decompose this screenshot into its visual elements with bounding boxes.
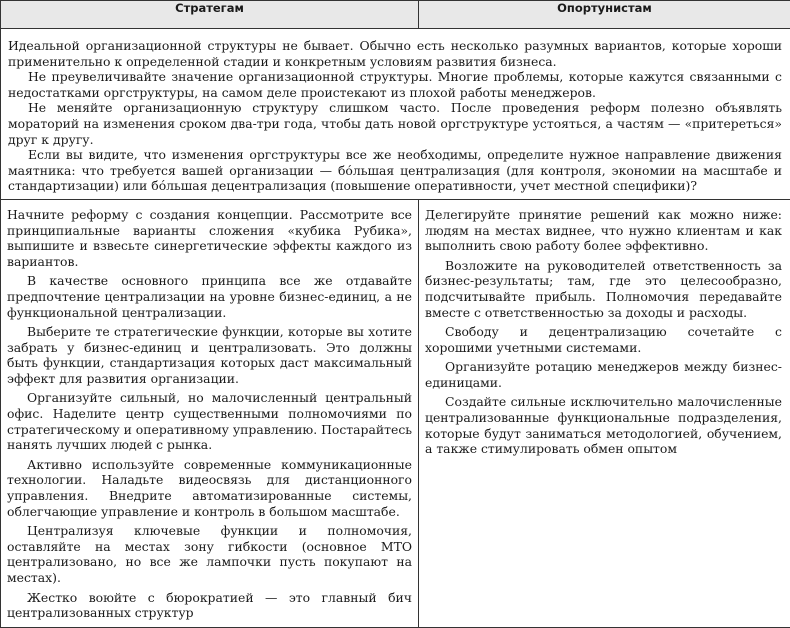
opportunist-paragraph: Организуйте ротацию менеджеров между бизнес-единицами. [425,359,782,390]
header-row [1,1,790,29]
common-advice-cell [1,29,790,200]
strategist-paragraph: Активно используйте современные коммуникационные технологии. Наладьте видеосвязь для дистанционного управления. Внедрите автоматизированные системы, облегчающие управление и контроль в большом масштабе. [7,457,412,519]
opportunist-paragraph: Свободу и децентрализацию сочетайте с хорошими учетными системами. [425,324,782,355]
strategist-paragraph: Выберите те стратегические функции, которые вы хотите забрать у бизнес-единиц и централизовать. Это должны быть функции, стандартизация которых даст максимальный эффект для развития организации. [7,324,412,386]
common-paragraph: Идеальной организационной структуры не бывает. Обычно есть несколько разумных вариантов, которые хороши применительно к определенной стадии и конкретным условиям развития бизнеса. [8,38,782,69]
common-paragraph: Не меняйте организационную структуру слишком часто. После проведения реформ полезно объявлять мораторий на изменения сроком два-три года, чтобы дать новой оргструктуре устояться, а частям — «притереться» друг к другу. [8,100,782,147]
common-advice-row [1,29,790,200]
strategists-cell [1,199,419,627]
common-paragraph: Не преувеличивайте значение организационной структуры. Многие проблемы, которые кажутся связанными с недостатками оргструктуры, на самом деле проистекают из плохой работы менеджеров. [8,69,782,100]
column-header-opportunists: Опортунистам [419,1,790,29]
split-advice-row [1,199,790,627]
opportunist-paragraph: Возложите на руководителей ответственность за бизнес-результаты; там, где это целесообразно, подсчитывайте прибыль. Полномочия передавайте вместе с ответственностью за доходы и расходы. [425,258,782,320]
opportunist-paragraph: Создайте сильные исключительно малочисленные централизованные функциональные подразделения, которые будут заниматься методологией, обучением, а также стимулировать обмен опытом [425,394,782,456]
strategist-paragraph: Централизуя ключевые функции и полномочия, оставляйте на местах зону гибкости (основное МТО централизовано, но все же лампочки пусть покупают на местах). [7,523,412,585]
common-paragraph: Если вы видите, что изменения оргструктуры все же необходимы, определите нужное направление движения маятника: что требуется вашей организации — бóльшая централизация (для контроля, экономии на масштабе и стандартизации) или бóльшая децентрализация (повышение оперативности, учет местной специфики)? [8,147,782,194]
column-header-strategists: Стратегам [1,1,419,29]
opportunist-paragraph: Делегируйте принятие решений как можно ниже: людям на местах виднее, что нужно клиентам и как выполнить свою работу более эффективно. [425,207,782,254]
strategist-paragraph: Жестко воюйте с бюрократией — это главный бич централизованных структур [7,590,412,621]
opportunists-cell [419,199,790,627]
strategist-paragraph: В качестве основного принципа все же отдавайте предпочтение централизации на уровне бизнес-единиц, а не функциональной централизации. [7,273,412,320]
strategist-paragraph: Организуйте сильный, но малочисленный центральный офис. Наделите центр существенными полномочиями по стратегическому и оперативному управлению. Постарайтесь нанять лучших людей с рынка. [7,390,412,452]
strategist-paragraph: Начните реформу с создания концепции. Рассмотрите все принципиальные варианты сложения «кубика Рубика», выпишите и взвесьте синергетические эффекты каждого из вариантов. [7,207,412,269]
